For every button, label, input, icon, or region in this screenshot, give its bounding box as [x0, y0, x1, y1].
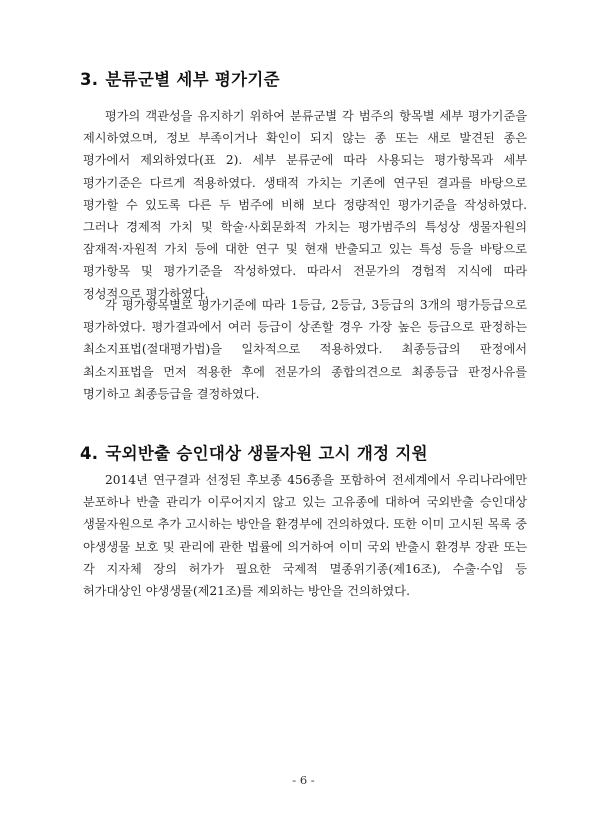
- section-4-heading: [80, 440, 428, 464]
- section-3-title: 분류군별 세부 평가기준: [105, 70, 280, 89]
- section-3-paragraph-1: 평가의 객관성을 유지하기 위하여 분류군별 각 범주의 항목별 세부 평가기준을 제시하였으며, 정보 부족이거나 확인이 되지 않는 종 또는 새로 발견된 종은 평가에서 제외하였다(표 2). 세부 분류군에 따라 사용되는 평가항목과 세부 평가기준은 다르게 적용하였다. 생태적 가치는 기존에 연구된 결과를 바탕으로 평가할 수 있도록 다른 두 범주에 비해 보다 정량적인 평가기준을 작성하였다. 그러나 경제적 가치 및 학술·사회문화적 가치는 평가범주의 특성상 생물자원의 잠재적·자원적 가치 등에 대한 연구 및 현재 반출되고 있는 특성 등을 바탕으로 평가항목 및 평가기준을 작성하였다. 따라서 전문가의 경험적 지식에 따라 정성적으로 평가하였다.: [83, 109, 527, 301]
- section-3-number: 3.: [80, 70, 99, 89]
- section-3-heading: [80, 66, 280, 90]
- section-3-paragraph-2: 각 평가항목별로 평가기준에 따라 1등급, 2등급, 3등급의 3개의 평가등급으로 평가하였다. 평가결과에서 여러 등급이 상존할 경우 가장 높은 등급으로 판정하는 최소지표법(절대평가법)을 일차적으로 적용하였다. 최종등급의 판정에서 최소지표법을 먼저 적용한 후에 전문가의 종합의견으로 최종등급 판정사유를 명기하고 최종등급을 결정하였다.: [83, 298, 527, 401]
- section-4-number: 4.: [80, 444, 99, 463]
- section-4-paragraph-1: 2014년 연구결과 선정된 후보종 456종을 포함하여 전세계에서 우리나라에만 분포하나 반출 관리가 이루어지지 않고 있는 고유종에 대하여 국외반출 승인대상 생물자원으로 추가 고시하는 방안을 환경부에 건의하였다. 또한 이미 고시된 목록 중 야생생물 보호 및 관리에 관한 법률에 의거하여 이미 국외 반출시 환경부 장관 또는 각 지자체 장의 허가가 필요한 국제적 멸종위기종(제16조), 수출·수입 등 허가대상인 야생생물(제21조)를 제외하는 방안을 건의하였다.: [83, 473, 527, 599]
- page-number: - 6 -: [292, 773, 315, 787]
- section-4-title: 국외반출 승인대상 생물자원 고시 개정 지원: [105, 444, 428, 463]
